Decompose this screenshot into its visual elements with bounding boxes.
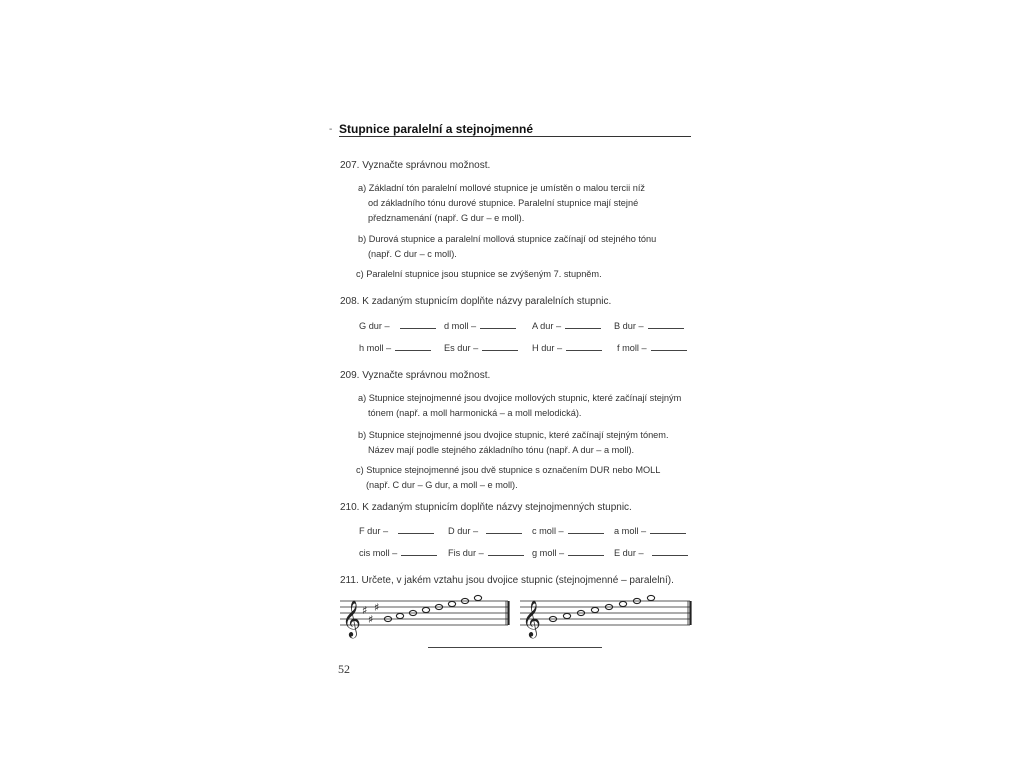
q208-item[interactable]: f moll – <box>617 342 687 353</box>
q208-item[interactable]: G dur – <box>359 320 436 331</box>
q210-item[interactable]: c moll – <box>532 525 604 536</box>
question-208-title: 208. K zadaným stupnicím doplňte názvy paralelních stupnic. <box>340 296 612 307</box>
q208-item[interactable]: B dur – <box>614 320 684 331</box>
sharp-icon: ♯ <box>374 601 380 614</box>
q208-item[interactable]: d moll – <box>444 320 516 331</box>
question-207-title: 207. Vyznačte správnou možnost. <box>340 160 491 171</box>
heading-marker: - <box>329 124 333 135</box>
treble-clef-icon: 𝄞 <box>522 599 541 637</box>
answer-blank[interactable] <box>488 547 524 556</box>
answer-blank[interactable] <box>565 320 601 329</box>
q210-item[interactable]: a moll – <box>614 525 686 536</box>
question-207-option-c[interactable] <box>356 267 602 282</box>
answer-blank[interactable] <box>486 525 522 534</box>
answer-blank[interactable] <box>482 342 518 351</box>
q208-item[interactable]: h moll – <box>359 342 431 353</box>
whole-note <box>422 607 429 612</box>
q208-item[interactable]: A dur – <box>532 320 601 331</box>
whole-note <box>448 601 455 606</box>
whole-note <box>396 613 403 618</box>
q210-item[interactable]: Fis dur – <box>448 547 524 558</box>
q208-item[interactable]: H dur – <box>532 342 602 353</box>
answer-blank[interactable] <box>480 320 516 329</box>
answer-blank[interactable] <box>395 342 431 351</box>
q208-item[interactable]: Es dur – <box>444 342 518 353</box>
page-number: 52 <box>338 662 350 676</box>
section-title: Stupnice paralelní a stejnojmenné <box>339 122 534 136</box>
option-line: b) Durová stupnice a paralelní mollová stupnice začínají od stejného tónu <box>358 234 657 244</box>
treble-clef-icon: 𝄞 <box>342 599 361 637</box>
answer-blank[interactable] <box>651 342 687 351</box>
answer-blank[interactable] <box>568 525 604 534</box>
answer-blank[interactable] <box>401 547 437 556</box>
q210-item[interactable]: E dur – <box>614 547 688 558</box>
question-209-option-c[interactable] <box>356 463 660 493</box>
answer-blank[interactable] <box>398 525 434 534</box>
question-209-option-b[interactable] <box>358 428 669 458</box>
option-line: c) Stupnice stejnojmenné jsou dvě stupnice s označením DUR nebo MOLL <box>356 465 661 475</box>
question-207-option-b[interactable] <box>358 232 656 262</box>
answer-line-211[interactable] <box>428 647 602 648</box>
answer-blank[interactable] <box>650 525 686 534</box>
q210-item[interactable]: g moll – <box>532 547 604 558</box>
whole-note <box>474 595 481 600</box>
option-line: od základního tónu durové stupnice. Paralelní stupnice mají stejné <box>368 198 639 208</box>
option-line: a) Základní tón paralelní mollové stupnice je umístěn o malou tercii níž <box>358 183 645 193</box>
answer-blank[interactable] <box>566 342 602 351</box>
q210-item[interactable]: F dur – <box>359 525 434 536</box>
answer-blank[interactable] <box>652 547 688 556</box>
option-line: Název mají podle stejného základního tónu (např. A dur – a moll). <box>368 445 635 455</box>
sharp-icon: ♯ <box>368 613 374 626</box>
question-210-title: 210. K zadaným stupnicím doplňte názvy stejnojmenných stupnic. <box>340 502 632 513</box>
option-line: tónem (např. a moll harmonická – a moll melodická). <box>368 408 582 418</box>
question-209-option-a[interactable] <box>358 391 681 421</box>
question-207-option-a[interactable] <box>358 181 645 226</box>
answer-blank[interactable] <box>568 547 604 556</box>
option-line: (např. C dur – c moll). <box>368 249 457 259</box>
answer-blank[interactable] <box>400 320 436 329</box>
whole-note <box>591 607 598 612</box>
sharp-icon: ♯ <box>362 604 368 617</box>
q210-item[interactable]: D dur – <box>448 525 522 536</box>
answer-blank[interactable] <box>648 320 684 329</box>
option-line: (např. C dur – G dur, a moll – e moll). <box>366 480 518 490</box>
music-staff-right <box>520 595 695 640</box>
option-line: předznamenání (např. G dur – e moll). <box>368 213 525 223</box>
section-heading <box>339 120 691 137</box>
whole-note <box>563 613 570 618</box>
option-line: a) Stupnice stejnojmenné jsou dvojice mollových stupnic, které začínají stejným <box>358 393 682 403</box>
music-staff-left <box>340 595 515 640</box>
option-line: b) Stupnice stejnojmenné jsou dvojice stupnic, které začínají stejným tónem. <box>358 430 669 440</box>
whole-note <box>619 601 626 606</box>
question-211-title: 211. Určete, v jakém vztahu jsou dvojice stupnic (stejnojmenné – paralelní). <box>340 575 674 586</box>
question-209-title: 209. Vyznačte správnou možnost. <box>340 370 491 381</box>
whole-note <box>647 595 654 600</box>
option-line: c) Paralelní stupnice jsou stupnice se zvýšeným 7. stupněm. <box>356 269 602 279</box>
q210-item[interactable]: cis moll – <box>359 547 437 558</box>
